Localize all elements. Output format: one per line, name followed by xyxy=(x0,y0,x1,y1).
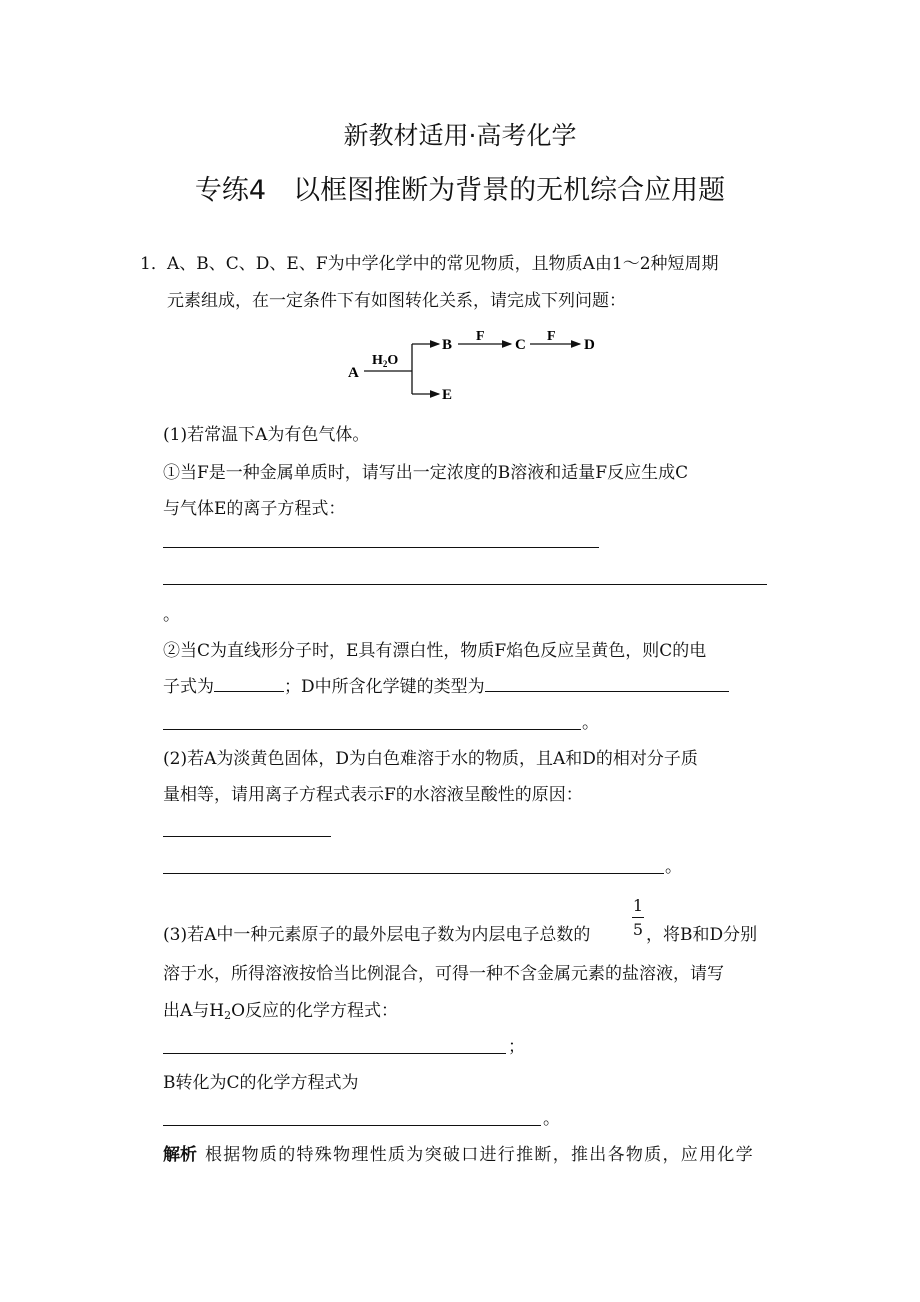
part1-sub2-line2 xyxy=(163,676,729,698)
question-stem-line1: A、B、C、D、E、F为中学化学中的常见物质，且物质A由1～2种短周期 xyxy=(167,254,719,274)
answer-blank-1b[interactable] xyxy=(163,584,767,585)
part1-sub2-end: 。 xyxy=(582,713,599,733)
part1-sub2-line1: ②当C为直线形分子时，E具有漂白性，物质F焰色反应呈黄色，则C的电 xyxy=(163,641,707,661)
answer-blank-electron-formula[interactable] xyxy=(214,677,284,692)
analysis-text: 根据物质的特殊物理性质为突破口进行推断，推出各物质，应用化学 xyxy=(205,1145,754,1165)
part1-sub1-line2: 与气体E的离子方程式： xyxy=(163,499,346,519)
node-b: B xyxy=(442,337,453,353)
part1-sub1-end: 。 xyxy=(163,605,180,625)
part3-line3-sub: 2 xyxy=(224,1009,232,1022)
page-title: 专练4 以框图推断为背景的无机综合应用题 xyxy=(194,175,726,206)
answer-blank-3a[interactable] xyxy=(163,1053,506,1054)
answer-blank-2b[interactable] xyxy=(163,873,664,874)
node-e: E xyxy=(442,387,453,403)
part3-line3-b: O反应的化学方程式： xyxy=(231,1001,399,1021)
answer-blank-2a[interactable] xyxy=(163,836,331,837)
part3-line1b: ，将B和D分别 xyxy=(646,925,758,945)
reaction-flow-diagram xyxy=(340,326,610,406)
part1-sub1-line1: ①当F是一种金属单质时，请写出一定浓度的B溶液和适量F反应生成C xyxy=(163,463,689,483)
part2-line2: 量相等，请用离子方程式表示F的水溶液呈酸性的原因： xyxy=(163,785,583,805)
answer-blank-bond-type-b[interactable] xyxy=(163,729,581,730)
question-stem-line2: 元素组成，在一定条件下有如图转化关系，请完成下列问题： xyxy=(167,291,626,311)
part3-semicolon: ； xyxy=(508,1037,525,1057)
part3-line3 xyxy=(163,1000,398,1027)
part2-line1: (2)若A为淡黄色固体，D为白色难溶于水的物质，且A和D的相对分子质 xyxy=(163,749,698,769)
series-title: 新教材适用·高考化学 xyxy=(343,121,577,150)
part3-line2: 溶于水，所得溶液按恰当比例混合，可得一种不含金属元素的盐溶液，请写 xyxy=(163,964,724,984)
answer-blank-1a[interactable] xyxy=(163,547,599,548)
node-a: A xyxy=(348,365,359,381)
node-c: C xyxy=(515,337,526,353)
reagent-f2: F xyxy=(547,329,556,344)
reagent-f1: F xyxy=(476,329,485,344)
fraction-bar xyxy=(632,917,644,918)
part3-line3-a: 出A与H xyxy=(163,1001,225,1021)
part1-heading: (1)若常温下A为有色气体。 xyxy=(163,425,370,445)
analysis-label: 解析 xyxy=(163,1145,197,1165)
part3-line4: B转化为C的化学方程式为 xyxy=(163,1073,359,1093)
part1-sub2-text-a: 子式为 xyxy=(163,677,214,697)
part2-end: 。 xyxy=(665,857,682,877)
question-number: 1． xyxy=(140,254,168,274)
part1-sub2-text-b: ；D中所含化学键的类型为 xyxy=(284,677,485,697)
fraction-numerator: 1 xyxy=(632,896,644,915)
answer-blank-bond-type-a[interactable] xyxy=(485,677,729,692)
part3-end: 。 xyxy=(543,1109,560,1129)
fraction-denominator: 5 xyxy=(632,920,644,939)
node-d: D xyxy=(584,337,595,353)
part3-line1a: (3)若A中一种元素原子的最外层电子数为内层电子总数的 xyxy=(163,925,591,945)
answer-blank-3b[interactable] xyxy=(163,1125,541,1126)
reagent-h2o: $H_2O$ xyxy=(372,353,399,369)
